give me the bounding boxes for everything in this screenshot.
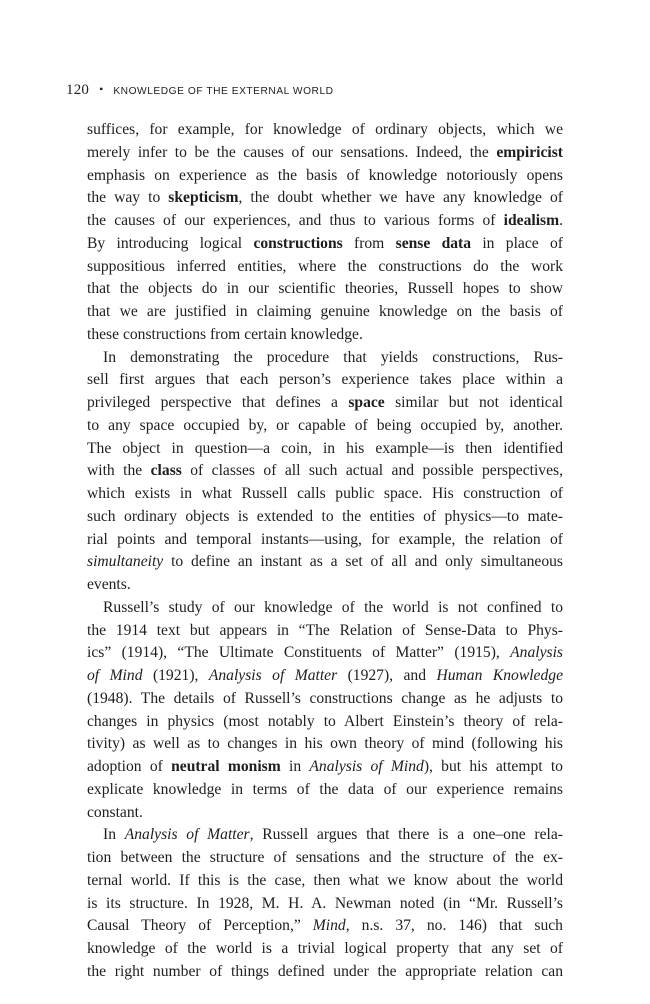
bold-term: neutral monism [171, 758, 281, 775]
text-line [87, 688, 563, 711]
text-line [87, 278, 563, 301]
page-number: 120 [66, 82, 90, 98]
text-line [87, 529, 563, 552]
bold-term: sense data [395, 234, 472, 252]
text-line [87, 847, 563, 870]
header-bullet: • [99, 82, 104, 96]
text-line [87, 824, 563, 847]
text-run: The object in question—a coin, in his example—is then identified [87, 439, 563, 457]
italic-title: Mind [312, 917, 346, 935]
text-run: the causes of our experiences, and thus to various forms of [87, 212, 504, 229]
text-run: the 1914 text but appears in “The Relation of Sense-Data to Phys- [87, 621, 563, 639]
text-run: . [559, 212, 563, 229]
text-run: Causal Theory of Perception,” [87, 917, 313, 935]
text-line [87, 256, 563, 279]
text-line [87, 733, 563, 756]
italic-title: Human Knowledge [436, 667, 563, 684]
text-line [87, 620, 563, 643]
text-line [87, 597, 563, 620]
text-line [87, 301, 563, 324]
text-run: merely infer to be the causes of our sensations. Indeed, the [87, 143, 497, 161]
text-line [87, 187, 563, 210]
italic-title: Analysis of Matter [124, 826, 250, 844]
text-run: that we are justified in claiming genuine knowledge on the basis of [87, 303, 563, 320]
italic-title: simultaneity [87, 553, 164, 571]
text-line [87, 142, 563, 165]
text-run: with the [87, 462, 151, 480]
bold-term: empiricist [496, 143, 563, 161]
text-run: ics” (1914), “The Ultimate Constituents of Matter” (1915), [87, 644, 511, 662]
body-text [87, 119, 563, 984]
text-line [87, 802, 563, 825]
text-run: In [103, 826, 125, 844]
text-run: is its structure. In 1928, M. H. A. Newman noted (in “Mr. Russell’s [87, 894, 563, 912]
italic-title: Analysis of Matter [208, 667, 338, 684]
text-run: (1948). The details of Russell’s constructions change as he adjusts to [87, 689, 563, 707]
text-run: By introducing logical [87, 234, 254, 252]
text-line [87, 642, 563, 665]
text-run: emphasis on experience as the basis of knowledge notoriously opens [87, 166, 563, 184]
text-run: the way to [87, 189, 169, 207]
text-line [87, 438, 563, 461]
italic-title: Analysis of Mind [309, 758, 424, 775]
text-run: suppositious inferred entities, where the constructions do the work [87, 257, 563, 275]
text-line [87, 119, 563, 142]
text-line [87, 938, 563, 961]
text-run: Russell’s study of our knowledge of the world is not confined to [103, 598, 563, 616]
text-line [87, 551, 563, 574]
text-line [87, 574, 563, 597]
bold-term: idealism [503, 212, 560, 229]
text-run: such ordinary objects is extended to the entities of physics—to mate- [87, 507, 563, 525]
text-line [87, 756, 563, 779]
text-line [87, 870, 563, 893]
text-run: suffices, for example, for knowledge of ordinary objects, which we [87, 121, 563, 138]
text-run: explicate knowledge in terms of the data of our experience remains [87, 780, 563, 798]
text-run: (1921), [142, 667, 209, 684]
text-run: ternal world. If this is the case, then what we know about the world [87, 871, 563, 889]
text-run: these constructions from certain knowledge. [87, 325, 363, 343]
text-run: (1927), and [337, 667, 437, 684]
text-line [87, 961, 563, 984]
text-line [87, 893, 563, 916]
text-run: tion between the structure of sensations and the structure of the ex- [87, 849, 563, 866]
text-line [87, 483, 563, 506]
text-line [87, 665, 563, 688]
text-run: sell first argues that each person’s experience takes place within a [87, 371, 563, 389]
text-run: In demonstrating the procedure that yields constructions, Rus- [103, 348, 563, 366]
text-line [87, 233, 563, 256]
text-run: which exists in what Russell calls public space. His construction of [87, 485, 563, 502]
italic-title: of Mind [87, 667, 143, 684]
text-line [87, 369, 563, 392]
text-run: , the doubt whether we have any knowledge of [238, 189, 563, 207]
text-run: the right number of things defined under the appropriate relation can [87, 962, 563, 980]
text-run: to any space occupied by, or capable of being occupied by, another. [87, 416, 563, 434]
text-run: in [280, 758, 310, 775]
running-head-title: KNOWLEDGE OF THE EXTERNAL WORLD [113, 86, 334, 97]
text-run: , Russell argues that there is a one–one rela- [249, 826, 563, 844]
text-line [87, 210, 563, 233]
text-run: to define an instant as a set of all and only simultaneous [163, 553, 563, 571]
text-line [87, 347, 563, 370]
text-line [87, 915, 563, 938]
bold-term: space [348, 394, 385, 411]
text-run: events. [87, 576, 131, 593]
text-run: rial points and temporal instants—using, for example, the relation of [87, 530, 563, 548]
text-run: ), but his attempt to [423, 758, 563, 775]
running-header [66, 80, 334, 102]
text-run: of classes of all such actual and possible perspectives, [181, 462, 563, 480]
text-line [87, 506, 563, 529]
text-run: that the objects do in our scientific theories, Russell hopes to show [87, 280, 563, 298]
text-line [87, 392, 563, 415]
text-line [87, 460, 563, 483]
text-run: in place of [471, 234, 563, 252]
text-line [87, 711, 563, 734]
text-line [87, 165, 563, 188]
text-run: constant. [87, 803, 143, 821]
text-line [87, 415, 563, 438]
text-run: from [342, 234, 396, 252]
bold-term: constructions [253, 234, 343, 252]
italic-title: Analysis [510, 644, 563, 662]
text-run: similar but not identical [384, 394, 563, 411]
text-run: privileged perspective that defines a [87, 394, 349, 411]
bold-term: skepticism [168, 189, 239, 207]
text-line [87, 324, 563, 347]
text-run: knowledge of the world is a trivial logical property that any set of [87, 940, 563, 957]
text-line [87, 779, 563, 802]
text-run: , n.s. 37, no. 146) that such [345, 917, 563, 935]
bold-term: class [150, 462, 182, 480]
text-run: changes in physics (most notably to Albert Einstein’s theory of rela- [87, 712, 563, 730]
text-run: adoption of [87, 758, 172, 775]
text-run: tivity) as well as to changes in his own theory of mind (following his [87, 735, 563, 753]
